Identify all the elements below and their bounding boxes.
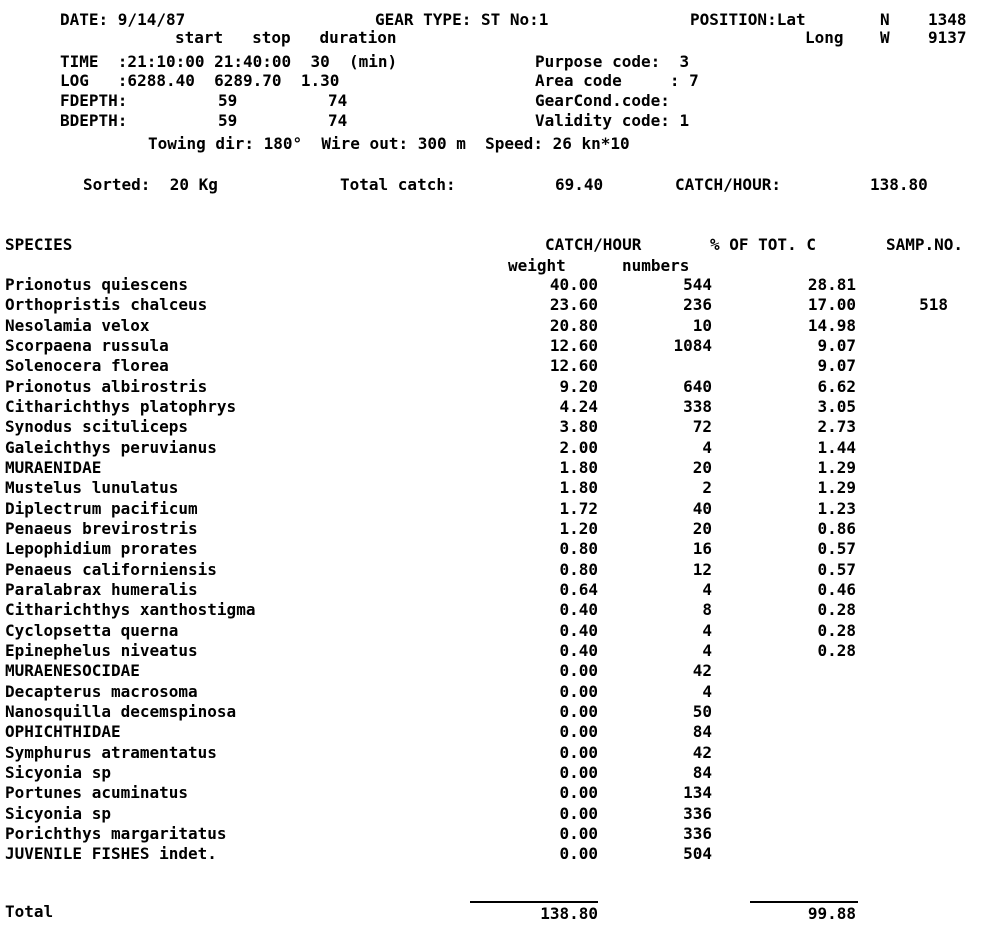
species-name: Penaeus brevirostris [5, 519, 198, 538]
pct-cell: 1.23 [817, 499, 856, 518]
species-name: Porichthys margaritatus [5, 824, 227, 843]
species-name: Decapterus macrosoma [5, 682, 198, 701]
bdepth-stop: 74 [328, 111, 348, 130]
pct-cell: 1.29 [817, 458, 856, 477]
long-label: Long [805, 28, 844, 47]
species-name: Diplectrum pacificum [5, 499, 198, 518]
pct-cell: 9.07 [817, 356, 856, 375]
numbers-cell: 4 [702, 621, 712, 640]
area-code: Area code : 7 [535, 71, 699, 90]
pct-cell: 2.73 [817, 417, 856, 436]
weight-cell: 0.00 [559, 682, 598, 701]
numbers-cell: 338 [683, 397, 712, 416]
numbers-cell: 42 [692, 661, 712, 680]
species-name: Galeichthys peruvianus [5, 438, 217, 457]
species-name: Sicyonia sp [5, 763, 111, 782]
sorted-weight: Sorted: 20 Kg [83, 175, 218, 194]
numbers-cell: 12 [692, 560, 712, 579]
species-name: Nesolamia velox [5, 316, 150, 335]
weight-cell: 1.20 [559, 519, 598, 538]
bdepth-start: 59 [218, 111, 238, 130]
weight-cell: 0.00 [559, 763, 598, 782]
species-name: Nanosquilla decemspinosa [5, 702, 237, 721]
long-value: 9137 [928, 28, 967, 47]
species-name: Solenocera florea [5, 356, 169, 375]
numbers-cell: 134 [683, 783, 712, 802]
numbers-cell: 4 [702, 580, 712, 599]
species-name: Sicyonia sp [5, 804, 111, 823]
weight-cell: 1.80 [559, 478, 598, 497]
species-name: Epinephelus niveatus [5, 641, 198, 660]
weight-cell: 1.80 [559, 458, 598, 477]
species-name: Prionotus quiescens [5, 275, 189, 294]
column-header-species: SPECIES [5, 235, 73, 254]
pct-cell: 0.28 [817, 621, 856, 640]
weight-cell: 0.80 [559, 560, 598, 579]
column-header-pct-total: % OF TOT. C [710, 235, 816, 254]
pct-total-rule [750, 901, 858, 903]
weight-total-rule [470, 901, 598, 903]
weight-cell: 0.00 [559, 702, 598, 721]
weight-cell: 20.80 [549, 316, 598, 335]
pct-cell: 0.57 [817, 560, 856, 579]
numbers-cell: 640 [683, 377, 712, 396]
numbers-cell: 336 [683, 804, 712, 823]
long-direction: W [880, 28, 890, 47]
weight-cell: 0.00 [559, 783, 598, 802]
numbers-cell: 8 [702, 600, 712, 619]
fdepth-start: 59 [218, 91, 238, 110]
numbers-cell: 544 [683, 275, 712, 294]
pct-cell: 0.57 [817, 539, 856, 558]
weight-cell: 0.00 [559, 804, 598, 823]
pct-cell: 17.00 [807, 295, 856, 314]
numbers-cell: 10 [692, 316, 712, 335]
numbers-cell: 42 [692, 743, 712, 762]
column-header-weight: weight [508, 256, 566, 275]
weight-cell: 1.72 [559, 499, 598, 518]
gear-type: GEAR TYPE: ST No:1 [375, 10, 549, 29]
purpose-code: Purpose code: 3 [535, 52, 690, 71]
pct-cell: 0.86 [817, 519, 856, 538]
time-row: TIME :21:10:00 21:40:00 30 (min) [60, 52, 398, 71]
position-label: POSITION:Lat [690, 10, 806, 29]
weight-cell: 0.80 [559, 539, 598, 558]
gearcond-code: GearCond.code: [535, 91, 670, 110]
date-label: DATE: 9/14/87 [60, 10, 186, 29]
numbers-cell: 50 [692, 702, 712, 721]
weight-cell: 4.24 [559, 397, 598, 416]
time-column-labels: start stop duration [175, 28, 397, 47]
species-name: MURAENIDAE [5, 458, 102, 477]
numbers-cell: 72 [692, 417, 712, 436]
species-name: Synodus scituliceps [5, 417, 189, 436]
pct-cell: 1.44 [817, 438, 856, 457]
species-name: Orthopristis chalceus [5, 295, 208, 314]
species-name: JUVENILE FISHES indet. [5, 844, 217, 863]
numbers-cell: 4 [702, 438, 712, 457]
pct-cell: 3.05 [817, 397, 856, 416]
numbers-cell: 504 [683, 844, 712, 863]
weight-cell: 0.40 [559, 600, 598, 619]
total-catch-value: 69.40 [555, 175, 604, 194]
species-name: Penaeus californiensis [5, 560, 217, 579]
species-name: Lepophidium prorates [5, 539, 198, 558]
weight-cell: 3.80 [559, 417, 598, 436]
species-name: Symphurus atramentatus [5, 743, 217, 762]
species-name: Portunes acuminatus [5, 783, 189, 802]
log-row: LOG :6288.40 6289.70 1.30 [60, 71, 340, 90]
weight-cell: 0.00 [559, 844, 598, 863]
column-header-numbers: numbers [622, 256, 690, 275]
total-catch-label: Total catch: [340, 175, 456, 194]
numbers-cell: 40 [692, 499, 712, 518]
pct-cell: 14.98 [807, 316, 856, 335]
catch-hour-value: 138.80 [870, 175, 928, 194]
weight-cell: 0.64 [559, 580, 598, 599]
species-name: Scorpaena russula [5, 336, 169, 355]
pct-cell: 0.28 [817, 641, 856, 660]
species-name: Citharichthys xanthostigma [5, 600, 256, 619]
weight-cell: 0.40 [559, 621, 598, 640]
numbers-cell: 20 [692, 519, 712, 538]
weight-cell: 0.00 [559, 824, 598, 843]
bdepth-label: BDEPTH: [60, 111, 128, 130]
pct-cell: 1.29 [817, 478, 856, 497]
weight-cell: 0.40 [559, 641, 598, 660]
fdepth-stop: 74 [328, 91, 348, 110]
weight-cell: 23.60 [549, 295, 598, 314]
weight-cell: 2.00 [559, 438, 598, 457]
species-name: Prionotus albirostris [5, 377, 208, 396]
column-header-catch-hour: CATCH/HOUR [545, 235, 642, 254]
lat-direction: N [880, 10, 890, 29]
numbers-cell: 1084 [673, 336, 712, 355]
weight-cell: 9.20 [559, 377, 598, 396]
lat-value: 1348 [928, 10, 967, 29]
weight-cell: 0.00 [559, 743, 598, 762]
numbers-cell: 84 [692, 722, 712, 741]
numbers-cell: 236 [683, 295, 712, 314]
numbers-cell: 336 [683, 824, 712, 843]
numbers-cell: 2 [702, 478, 712, 497]
column-header-samp-no: SAMP.NO. [886, 235, 964, 254]
weight-cell: 40.00 [549, 275, 598, 294]
towing-line: Towing dir: 180° Wire out: 300 m Speed: 26 kn*10 [148, 134, 630, 153]
total-label: Total [5, 902, 54, 921]
numbers-cell: 84 [692, 763, 712, 782]
weight-cell: 12.60 [549, 356, 598, 375]
pct-cell: 6.62 [817, 377, 856, 396]
catch-hour-label: CATCH/HOUR: [675, 175, 781, 194]
pct-cell: 28.81 [807, 275, 856, 294]
fdepth-label: FDEPTH: [60, 91, 128, 110]
numbers-cell: 4 [702, 641, 712, 660]
pct-cell: 9.07 [817, 336, 856, 355]
samp-no-cell: 518 [919, 295, 948, 314]
pct-cell: 0.46 [817, 580, 856, 599]
numbers-cell: 20 [692, 458, 712, 477]
species-name: OPHICHTHIDAE [5, 722, 121, 741]
species-name: Cyclopsetta querna [5, 621, 179, 640]
numbers-cell: 4 [702, 682, 712, 701]
numbers-cell: 16 [692, 539, 712, 558]
species-name: MURAENESOCIDAE [5, 661, 140, 680]
weight-cell: 12.60 [549, 336, 598, 355]
weight-cell: 0.00 [559, 661, 598, 680]
weight-cell: 0.00 [559, 722, 598, 741]
total-pct: 99.88 [807, 904, 856, 923]
validity-code: Validity code: 1 [535, 111, 690, 130]
species-name: Paralabrax humeralis [5, 580, 198, 599]
species-name: Citharichthys platophrys [5, 397, 237, 416]
pct-cell: 0.28 [817, 600, 856, 619]
species-name: Mustelus lunulatus [5, 478, 179, 497]
total-weight: 138.80 [540, 904, 598, 923]
